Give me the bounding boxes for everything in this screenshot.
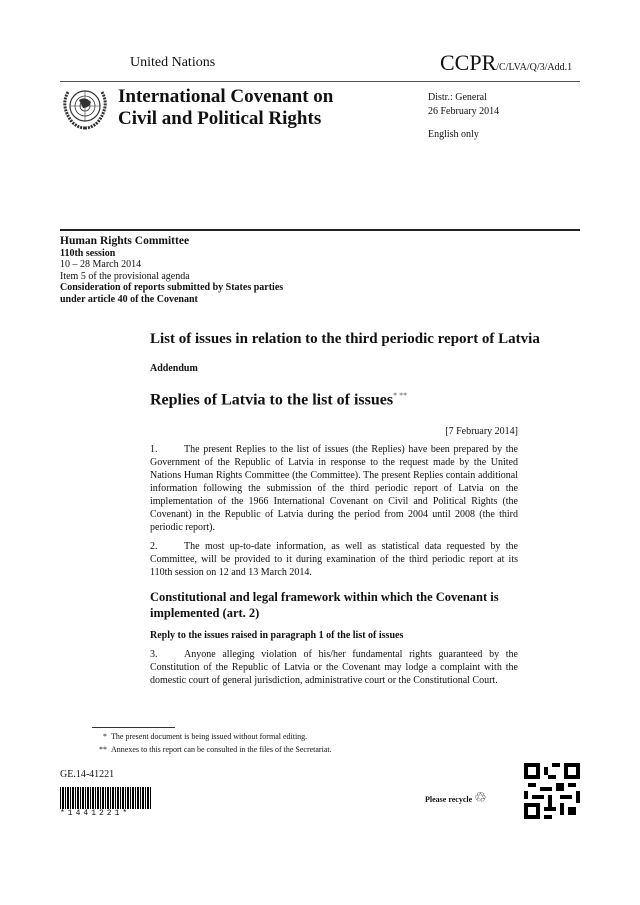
issue-date: 26 February 2014 [428,106,500,117]
job-number: GE.14-41221 [60,769,115,780]
footnote-mark: ** [99,745,107,754]
qr-code-icon [524,763,580,819]
document-body [150,443,518,693]
paragraph [150,648,518,687]
footnote-marks: * ** [393,391,408,400]
covenant-title [118,86,333,130]
footnote-text: Annexes to this report can be consulted in the files of the Secretariat. [111,745,332,754]
session-info [60,236,283,305]
replies-date: [7 February 2014] [445,426,518,437]
barcode-icon [60,787,152,809]
replies-title: Replies of Latvia to the list of issues [150,391,394,409]
paragraph-text: The most up-to-date information, as well as statistical data requested by the Committee, will be provided to it during examination of the third periodic report at its 110th session on 12 and 13 March 2014. [150,541,518,578]
committee-name: Human Rights Committee [60,235,190,247]
header-rule [60,81,580,82]
recycle-icon: ♲ [474,791,487,806]
paragraph-text: The present Replies to the list of issues (the Replies) have been prepared by the Government of the Republic of Latvia in response to the request made by the United Nations Human Rights Committee (the Committee). The present Replies contain additional information following the submission of the third periodic report of Latvia on the implementation of the 1966 International Covenant on Civil and Political Rights (the Covenant) in the Republic of Latvia during the period from 2004 until 2008 (the third periodic report). [150,444,518,533]
paragraph-number: 2. [150,541,158,552]
footnote [95,732,307,741]
section-rule [60,229,580,231]
title-line: International Covenant on [118,86,334,107]
title-line: Civil and Political Rights [118,108,322,129]
footnote [95,745,332,754]
paragraph [150,443,518,534]
distr-label: Distr.: General [428,92,487,103]
replies-heading [150,391,407,409]
barcode-text: *1441221* [60,809,131,818]
paragraph [150,540,518,579]
section-heading: Constitutional and legal framework within which the Covenant is implemented (art. 2) [150,590,499,620]
paragraph-number: 1. [150,444,158,455]
subheading: Reply to the issues raised in paragraph 1 of the list of issues [150,630,404,641]
footnote-rule [92,727,175,728]
symbol-main: CCPR [440,50,497,75]
footnote-mark: * [103,732,107,741]
session-number: 110th session [60,247,116,259]
org-name: United Nations [130,55,216,70]
agenda-title: Consideration of reports submitted by States parties [60,282,284,293]
footnote-text: The present document is being issued without formal editing. [111,732,308,741]
language-note: English only [428,129,479,140]
agenda-item: Item 5 of the provisional agenda [60,270,190,282]
agenda-title: under article 40 of the Covenant [60,293,198,305]
paragraph-number: 3. [150,649,158,660]
paragraph-text: Anyone alleging violation of his/her fundamental rights guaranteed by the Constitution of the Republic of Latvia or the Covenant may lodge a complaint with the domestic court of general jurisdiction, administrative court or the Constitutional Court. [150,649,518,686]
document-symbol [440,50,572,76]
document-heading: List of issues in relation to the third periodic report of Latvia [150,331,540,347]
symbol-suffix: /C/LVA/Q/3/Add.1 [496,62,573,73]
distribution-info [428,91,499,119]
session-dates: 10 – 28 March 2014 [60,259,142,270]
recycle-note [425,790,487,807]
addendum-label: Addendum [150,363,198,374]
recycle-text: Please recycle [425,795,473,804]
un-emblem-icon [60,84,110,130]
